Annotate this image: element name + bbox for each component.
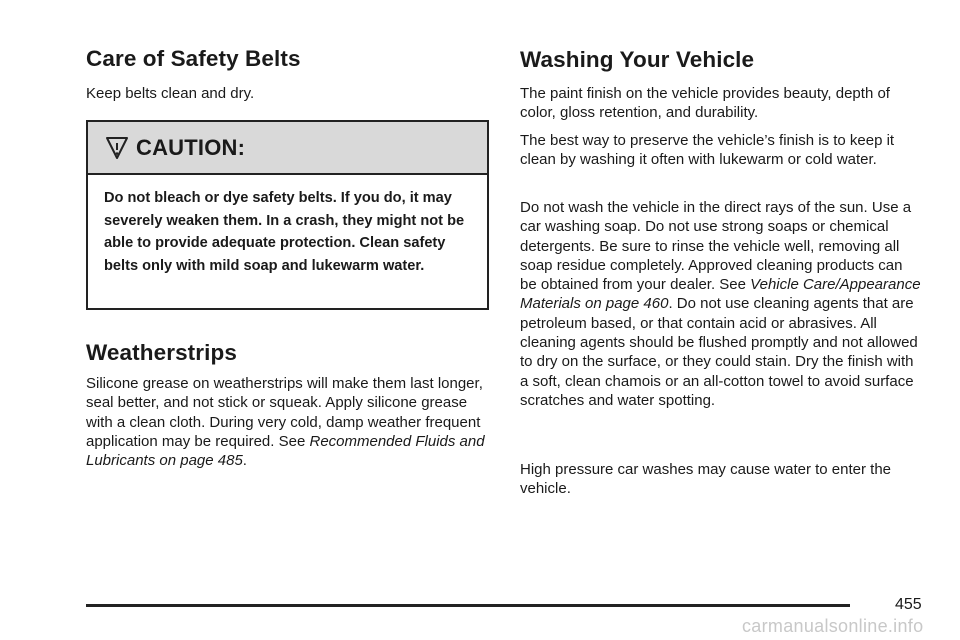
fluids-reference-link: Recommended Fluids and Lubricants on page 485 (86, 432, 485, 470)
washing-paragraph-2: The best way to preserve the vehicle’s finish is to keep it clean by washing it often with lukewarm or cold water. (520, 132, 895, 169)
warning-triangle-icon (104, 135, 130, 161)
caution-header (88, 122, 487, 175)
weatherstrips-text (86, 374, 486, 470)
weatherstrips-text-post: . (242, 452, 247, 470)
watermark: carmanualsonline.info (742, 616, 924, 636)
page-number: 455 (895, 596, 922, 613)
washing-paragraph-1: The paint finish on the vehicle provides beauty, depth of color, gloss retention, and durability. (520, 85, 890, 122)
care-title: Care of Safety Belts (86, 46, 301, 71)
washing-paragraph-3-pre: Do not wash the vehicle in the direct rays of the sun. Use a car washing soap. Do not use strong soaps or chemical detergents. Be sure to rinse the vehicle well, removing all soap residue completely. Approved cleaning products can be obtained from your dealer. See (520, 199, 912, 294)
weatherstrips-title: Weatherstrips (86, 340, 237, 365)
care-intro: Keep belts clean and dry. (86, 85, 255, 102)
caution-label: CAUTION: (136, 134, 246, 160)
washing-paragraph-4: High pressure car washes may cause water to enter the vehicle. (520, 461, 892, 498)
appearance-materials-reference-link: Vehicle Care/Appearance Materials on page 460 (520, 276, 921, 313)
washing-paragraph-3-post: . Do not use cleaning agents that are petroleum based, or that contain acid or abrasives. All cleaning agents should be flushed promptly and not allowed to dry on the surface, or they could stain. Dry the finish with a soft, clean chamois or an all-cotton towel to avoid surface scratches and water spotting. (520, 295, 918, 409)
caution-text: Do not bleach or dye safety belts. If you do, it may severely weaken them. In a crash, they might not be able to provide adequate protection. Clean safety belts only with mild soap and lukewarm water. (104, 190, 465, 275)
caution-box (86, 120, 489, 310)
footer-rule (86, 604, 850, 607)
washing-title: Washing Your Vehicle (520, 47, 755, 72)
washing-paragraph-3 (520, 198, 922, 410)
weatherstrips-text-pre: Silicone grease on weatherstrips will make them last longer, seal better, and not stick or squeak. Apply silicone grease with a clean cloth. During very cold, damp weather frequent application may be required. See (86, 375, 483, 450)
